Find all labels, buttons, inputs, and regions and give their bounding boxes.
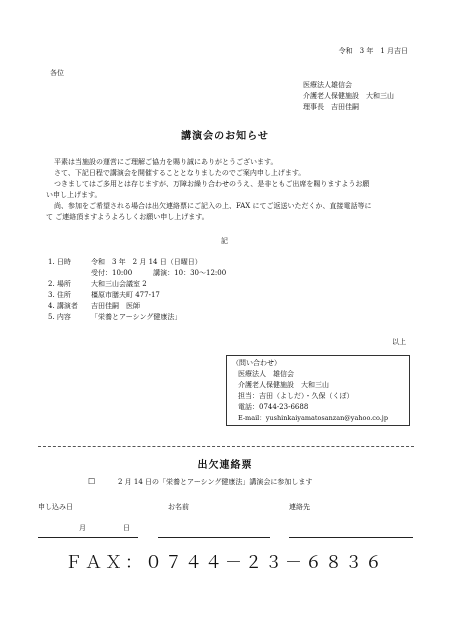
cut-line [38,446,414,447]
contact-org: 医療法人 雄信会 [238,370,294,378]
detail-value: 令和 3 年 2 月 14 日（日曜日） [91,258,202,266]
detail-value: 大和三山会議室 2 [91,280,147,288]
detail-label: 5. 内容 [48,313,71,321]
name-field-underline[interactable] [158,537,270,538]
body-line-2: さて、下記日程で講演会を開催することとなりましたのでご案内申し上げます。 [54,169,306,177]
detail-label: 2. 場所 [48,280,71,288]
date-field-underline[interactable] [38,537,138,538]
sender-name: 理事長 吉田佳嗣 [303,103,359,111]
ki-label: 記 [221,237,228,245]
detail-value: 「栄養とアーシング健康法」 [91,313,182,321]
contact-facility: 介護老人保健施設 大和三山 [238,381,329,389]
attend-checkbox[interactable]: ☐ [88,477,96,486]
reply-form-title: 出欠連絡票 [197,460,253,471]
detail-label: 1. 日時 [48,258,71,266]
body-line-1: 平素は当施設の運営にご理解ご協力を賜り誠にありがとうございます。 [54,158,278,166]
body-line-3: つきましてはご多用とは存じますが、万障お繰り合わせのうえ、是非ともご出席を賜りますようお願 [54,180,370,188]
label-application-date: 申し込み日 [38,503,73,511]
contact-phone: 電話：0744-23-6688 [238,403,309,411]
detail-value: 受付：10:00 講演：10：30～12:00 [91,269,227,277]
body-line-6: て ご連絡頂ますようよろしくお願い申し上げます。 [46,213,209,221]
label-contact: 連絡先 [289,503,310,511]
attend-statement: 2 月 14 日の「栄養とアーシング健康法」講演会に参加します [118,478,313,486]
sender-facility: 介護老人保健施設 大和三山 [303,92,394,100]
page-title: 講演会のお知らせ [181,131,269,142]
detail-label: 3. 住所 [48,291,71,299]
label-month: 月 [79,524,86,532]
body-line-4: い申し上げます。 [46,191,102,199]
contact-box [226,355,410,426]
body-line-5: 尚、参加をご希望される場合は出欠連絡票にご記入の上、FAX にてご返送いただくか、直接電話等に [54,202,372,210]
label-day: 日 [123,524,130,532]
contact-heading: （問い合わせ） [232,359,281,367]
fax-number: ＦＡＸ：０７４４－２３－６８３６ [65,553,385,573]
contact-field-underline[interactable] [289,537,413,538]
sender-org: 医療法人雄信会 [303,81,352,89]
contact-email: E-mail：yushinkaiyamatosanzan@yahoo.co.jp [238,414,388,422]
label-name: お名前 [168,503,189,511]
recipient: 各位 [50,69,64,77]
detail-value: 橿原市膳夫町 477-17 [91,291,160,299]
contact-person: 担当：吉田（よしだ）・久保（くぼ） [238,392,354,400]
ijou-label: 以上 [392,338,406,346]
detail-label: 4. 講演者 [48,302,78,310]
detail-value: 吉田佳嗣 医師 [91,302,140,310]
issue-date: 令和 3 年 1 月吉日 [338,47,408,55]
